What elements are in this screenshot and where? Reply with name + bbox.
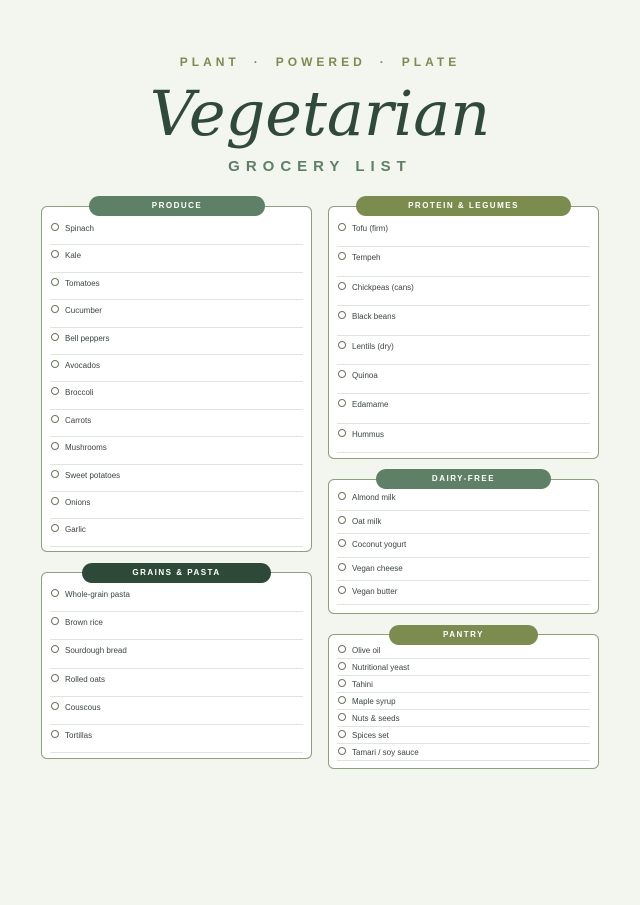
checkbox[interactable]	[338, 679, 346, 687]
tagline-dot: ·	[253, 55, 262, 69]
item-label: Sourdough bread	[65, 646, 127, 656]
protein-card	[328, 206, 599, 459]
list-item	[337, 745, 590, 761]
list-item	[50, 520, 303, 546]
checkbox[interactable]	[51, 442, 59, 450]
list-item	[50, 246, 303, 272]
list-item	[337, 677, 590, 693]
list-item	[337, 711, 590, 727]
list-item	[337, 337, 590, 365]
list-item	[50, 329, 303, 355]
checkbox[interactable]	[51, 223, 59, 231]
checkbox[interactable]	[51, 470, 59, 478]
checkbox[interactable]	[51, 305, 59, 313]
checkbox[interactable]	[338, 223, 346, 231]
item-label: Tomatoes	[65, 278, 100, 288]
list-item	[50, 356, 303, 382]
list-item	[337, 425, 590, 453]
item-label: Coconut yogurt	[352, 540, 407, 550]
pantry-card	[328, 634, 599, 769]
checkbox[interactable]	[51, 674, 59, 682]
list-item	[50, 613, 303, 640]
item-label: Tempeh	[352, 253, 381, 263]
item-label: Rolled oats	[65, 674, 106, 684]
list-item	[337, 660, 590, 676]
item-label: Almond milk	[352, 493, 396, 502]
item-label: Broccoli	[65, 388, 94, 398]
grains-card	[41, 572, 312, 759]
checkbox[interactable]	[51, 524, 59, 532]
checkbox[interactable]	[51, 589, 59, 597]
checkbox[interactable]	[51, 250, 59, 258]
checkbox[interactable]	[338, 539, 346, 547]
item-label: Bell peppers	[65, 333, 110, 343]
checkbox[interactable]	[338, 429, 346, 437]
item-label: Tofu (firm)	[352, 224, 388, 233]
checkbox[interactable]	[51, 497, 59, 505]
grains-heading: GRAINS & PASTA	[82, 563, 271, 583]
item-label: Tortillas	[65, 731, 93, 740]
checkbox[interactable]	[338, 730, 346, 738]
item-label: Onions	[65, 498, 91, 507]
list-item	[337, 694, 590, 710]
list-item	[337, 643, 590, 659]
tagline-word: PLANT	[179, 55, 240, 69]
checkbox[interactable]	[338, 747, 346, 755]
list-item	[50, 670, 303, 697]
tagline-dot: ·	[379, 55, 388, 69]
page-subtitle: GROCERY LIST	[228, 158, 412, 175]
checkbox[interactable]	[338, 282, 346, 290]
list-item	[337, 728, 590, 744]
list-item	[50, 438, 303, 464]
checkbox[interactable]	[338, 399, 346, 407]
item-label: Tahini	[352, 680, 373, 689]
checkbox[interactable]	[51, 387, 59, 395]
list-item	[50, 585, 303, 612]
item-label: Vegan cheese	[352, 563, 403, 573]
item-label: Spices set	[352, 731, 389, 740]
tagline	[0, 55, 640, 69]
tagline-word: POWERED	[275, 55, 366, 69]
checkbox[interactable]	[338, 492, 346, 500]
checkbox[interactable]	[338, 645, 346, 653]
list-item	[337, 278, 590, 306]
list-item	[337, 395, 590, 423]
checkbox[interactable]	[51, 333, 59, 341]
item-label: Nutritional yeast	[352, 663, 410, 672]
page-title: Vegetarian	[149, 77, 491, 150]
tagline-word: PLATE	[401, 55, 461, 69]
checkbox[interactable]	[338, 586, 346, 594]
item-label: Nuts & seeds	[352, 714, 400, 723]
checkbox[interactable]	[338, 662, 346, 670]
list-item	[337, 559, 590, 582]
dairy-card	[328, 479, 599, 614]
item-label: Chickpeas (cans)	[352, 282, 414, 292]
item-label: Cucumber	[65, 306, 102, 316]
list-item	[337, 248, 590, 276]
list-item	[50, 641, 303, 668]
item-label: Olive oil	[352, 646, 381, 655]
item-label: Quinoa	[352, 371, 378, 380]
checkbox[interactable]	[338, 341, 346, 349]
item-label: Spinach	[65, 224, 94, 233]
list-item	[50, 383, 303, 409]
checkbox[interactable]	[51, 730, 59, 738]
list-item	[337, 307, 590, 335]
list-item	[50, 466, 303, 492]
checkbox[interactable]	[338, 563, 346, 571]
item-label: Sweet potatoes	[65, 470, 121, 480]
list-item	[50, 274, 303, 300]
item-label: Tamari / soy sauce	[352, 748, 419, 757]
item-label: Lentils (dry)	[352, 341, 394, 351]
item-label: Vegan butter	[352, 587, 398, 597]
checkbox[interactable]	[51, 415, 59, 423]
item-label: Black beans	[352, 312, 396, 322]
dairy-heading: DAIRY-FREE	[376, 469, 551, 489]
item-label: Carrots	[65, 415, 92, 425]
list-item	[50, 301, 303, 327]
checkbox[interactable]	[51, 702, 59, 710]
checkbox[interactable]	[51, 278, 59, 286]
list-item	[50, 698, 303, 725]
pantry-heading: PANTRY	[389, 625, 538, 645]
checkbox[interactable]	[338, 516, 346, 524]
list-item	[50, 493, 303, 519]
item-label: Garlic	[65, 525, 86, 535]
item-label: Oat milk	[352, 516, 382, 526]
list-item	[337, 512, 590, 535]
item-label: Edamame	[352, 400, 389, 410]
list-item	[337, 535, 590, 558]
produce-card	[41, 206, 312, 552]
list-item	[50, 411, 303, 437]
produce-heading: PRODUCE	[89, 196, 265, 216]
item-label: Maple syrup	[352, 697, 396, 706]
item-label: Whole-grain pasta	[65, 590, 130, 599]
checkbox[interactable]	[338, 252, 346, 260]
list-item	[50, 219, 303, 245]
list-item	[50, 726, 303, 753]
list-item	[337, 366, 590, 394]
checkbox[interactable]	[338, 370, 346, 378]
checkbox[interactable]	[338, 713, 346, 721]
protein-heading: PROTEIN & LEGUMES	[356, 196, 571, 216]
item-label: Brown rice	[65, 618, 103, 628]
list-item	[337, 582, 590, 605]
item-label: Hummus	[352, 429, 385, 439]
checkbox[interactable]	[51, 617, 59, 625]
list-item	[337, 488, 590, 511]
item-label: Mushrooms	[65, 443, 107, 453]
item-label: Couscous	[65, 702, 101, 712]
checkbox[interactable]	[338, 311, 346, 319]
item-label: Kale	[65, 251, 82, 261]
checkbox[interactable]	[338, 696, 346, 704]
list-item	[337, 219, 590, 247]
checkbox[interactable]	[51, 645, 59, 653]
item-label: Avocados	[65, 361, 100, 370]
checkbox[interactable]	[51, 360, 59, 368]
